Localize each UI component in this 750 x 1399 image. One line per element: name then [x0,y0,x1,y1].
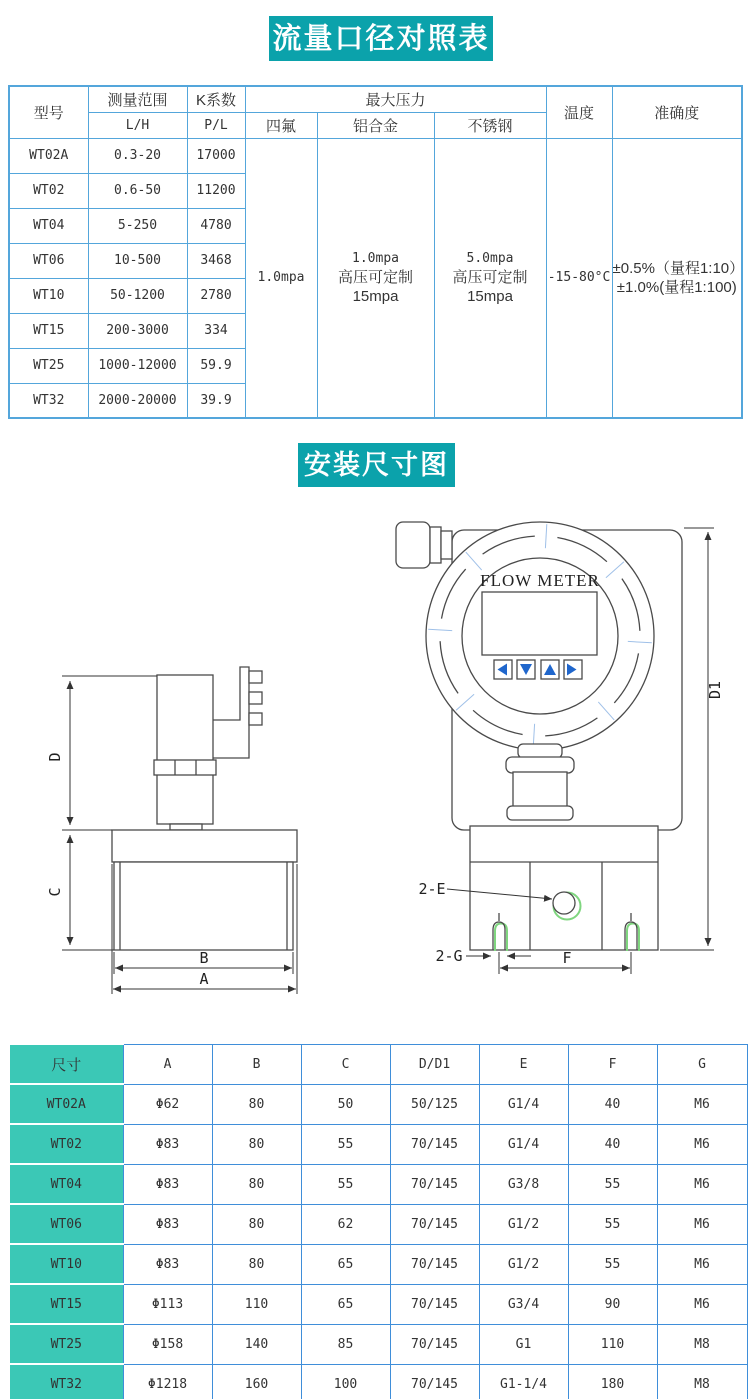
range-cell: 50-1200 [88,278,187,313]
value-cell: 65 [301,1284,390,1324]
installation-dimension-diagram [0,490,750,1040]
value-cell: G1/2 [479,1244,568,1284]
value-cell: Φ83 [123,1124,212,1164]
model-cell: WT25 [9,1324,123,1364]
dimension-label-f: F [562,949,572,967]
value-cell: 70/145 [390,1124,479,1164]
col-header-g: G [657,1044,747,1084]
dim-row [9,1124,747,1164]
base-body [470,826,658,950]
model-cell: WT10 [9,278,88,313]
value-cell: Φ83 [123,1244,212,1284]
value-cell: 80 [212,1124,301,1164]
dim-header-row [9,1044,747,1084]
value-cell: 140 [212,1324,301,1364]
value-cell: G1/2 [479,1204,568,1244]
k-cell: 59.9 [187,348,245,383]
value-cell: 50 [301,1084,390,1124]
value-cell: 100 [301,1364,390,1399]
col-header-aluminum: 铝合金 [317,112,434,138]
value-cell: M8 [657,1324,747,1364]
col-header-k-unit: P/L [187,112,245,138]
col-header-size: 尺寸 [9,1044,123,1084]
port-label-2e: 2-E [418,880,446,898]
dim-row [9,1164,747,1204]
sensor-body [157,675,213,824]
lcd-display [482,592,597,655]
value-cell: 70/145 [390,1284,479,1324]
value-cell: 70/145 [390,1164,479,1204]
value-cell: Φ158 [123,1324,212,1364]
range-cell: 200-3000 [88,313,187,348]
model-cell: WT02A [9,1084,123,1124]
model-cell: WT32 [9,383,88,418]
value-cell: Φ1218 [123,1364,212,1399]
side-view-drawing [46,667,297,994]
value-cell: 55 [301,1164,390,1204]
col-header-model: 型号 [9,86,88,138]
col-header-c: C [301,1044,390,1084]
model-cell: WT15 [9,313,88,348]
value-cell: 65 [301,1244,390,1284]
model-cell: WT02A [9,138,88,173]
value-cell: 70/145 [390,1204,479,1244]
value-cell: M8 [657,1364,747,1399]
front-view-drawing [396,522,724,974]
k-cell: 39.9 [187,383,245,418]
connector-fin [249,713,262,725]
device-label: FLOW METER [480,571,600,590]
aluminum-pressure-line1: 1.0mpa [352,251,399,267]
k-cell: 334 [187,313,245,348]
value-cell: M6 [657,1084,747,1124]
value-cell: 50/125 [390,1084,479,1124]
flow-spec-table [8,85,743,419]
dim-row [9,1244,747,1284]
col-header-accuracy: 准确度 [612,86,742,138]
value-cell: Φ83 [123,1204,212,1244]
dim-row [9,1204,747,1244]
col-header-max-pressure: 最大压力 [245,86,546,112]
range-cell: 1000-12000 [88,348,187,383]
value-cell: 110 [212,1284,301,1324]
value-cell: 80 [212,1084,301,1124]
value-cell: 40 [568,1124,657,1164]
model-cell: WT10 [9,1244,123,1284]
value-cell: 160 [212,1364,301,1399]
k-cell: 17000 [187,138,245,173]
dimension-label-d1: D1 [706,680,724,700]
value-cell: Φ113 [123,1284,212,1324]
value-cell: 70/145 [390,1244,479,1284]
meter-body [114,862,293,950]
model-cell: WT04 [9,1164,123,1204]
range-cell: 5-250 [88,208,187,243]
value-cell: G1-1/4 [479,1364,568,1399]
install-diagram-title-banner: 安装尺寸图 [298,443,455,487]
sensor-neck [170,824,202,830]
value-cell: Φ62 [123,1084,212,1124]
dimension-label-b: B [199,949,209,967]
spec-header-row-1 [9,86,742,112]
k-cell: 3468 [187,243,245,278]
model-cell: WT06 [9,1204,123,1244]
value-cell: M6 [657,1164,747,1204]
k-cell: 2780 [187,278,245,313]
col-header-k: K系数 [187,86,245,112]
terminal-strip [154,760,216,775]
value-cell: 80 [212,1164,301,1204]
model-cell: WT06 [9,243,88,278]
ptfe-pressure-cell: 1.0mpa [245,138,317,418]
col-header-stainless: 不锈钢 [434,112,546,138]
value-cell: 110 [568,1324,657,1364]
value-cell: G3/8 [479,1164,568,1204]
value-cell: G1 [479,1324,568,1364]
value-cell: 70/145 [390,1324,479,1364]
col-header-e: E [479,1044,568,1084]
col-header-f: F [568,1044,657,1084]
model-cell: WT25 [9,348,88,383]
value-cell: G3/4 [479,1284,568,1324]
dimension-label-d: D [46,752,64,762]
value-cell: 55 [301,1124,390,1164]
col-header-a: A [123,1044,212,1084]
col-header-range-unit: L/H [88,112,187,138]
aluminum-pressure-cell [317,138,434,418]
flow-table-title-banner: 流量口径对照表 [269,16,493,61]
dim-row [9,1324,747,1364]
accuracy-line1: ±0.5%（量程1:10） [612,259,745,277]
value-cell: 70/145 [390,1364,479,1399]
value-cell: M6 [657,1244,747,1284]
value-cell: 85 [301,1324,390,1364]
col-header-range: 测量范围 [88,86,187,112]
range-cell: 2000-20000 [88,383,187,418]
temperature-cell: -15-80°C [546,138,612,418]
value-cell: M6 [657,1284,747,1324]
value-cell: Φ83 [123,1164,212,1204]
stainless-pressure-cell [434,138,546,418]
col-header-temperature: 温度 [546,86,612,138]
dimension-label-c: C [46,887,64,897]
value-cell: 55 [568,1164,657,1204]
stainless-pressure-line1: 5.0mpa [466,251,514,267]
range-cell: 0.6-50 [88,173,187,208]
model-cell: WT02 [9,173,88,208]
stainless-pressure-line2: 高压可定制15mpa [452,269,528,306]
flange-plate [112,830,297,862]
elbow-connector [213,667,249,758]
spec-row [9,138,742,173]
value-cell: 55 [568,1244,657,1284]
col-header-dd1: D/D1 [390,1044,479,1084]
range-cell: 0.3-20 [88,138,187,173]
value-cell: G1/4 [479,1124,568,1164]
k-cell: 11200 [187,173,245,208]
model-cell: WT02 [9,1124,123,1164]
value-cell: 180 [568,1364,657,1399]
range-cell: 10-500 [88,243,187,278]
model-cell: WT15 [9,1284,123,1324]
port-hole [553,892,575,914]
value-cell: 90 [568,1284,657,1324]
connector-fin [249,671,262,683]
value-cell: M6 [657,1124,747,1164]
dimension-table [8,1043,748,1399]
dim-row [9,1084,747,1124]
dim-row [9,1364,747,1399]
accuracy-line2: ±1.0%(量程1:100) [616,278,737,296]
col-header-b: B [212,1044,301,1084]
cable-gland [396,522,430,568]
col-header-ptfe: 四氟 [245,112,317,138]
connector-fin [249,692,262,704]
slot-label-2g: 2-G [435,947,463,965]
value-cell: M6 [657,1204,747,1244]
value-cell: 80 [212,1204,301,1244]
dim-row [9,1284,747,1324]
k-cell: 4780 [187,208,245,243]
model-cell: WT32 [9,1364,123,1399]
accuracy-cell [612,138,745,418]
aluminum-pressure-line2: 高压可定制15mpa [337,269,413,306]
value-cell: 80 [212,1244,301,1284]
value-cell: G1/4 [479,1084,568,1124]
value-cell: 40 [568,1084,657,1124]
dimension-label-a: A [199,970,209,988]
value-cell: 62 [301,1204,390,1244]
model-cell: WT04 [9,208,88,243]
value-cell: 55 [568,1204,657,1244]
